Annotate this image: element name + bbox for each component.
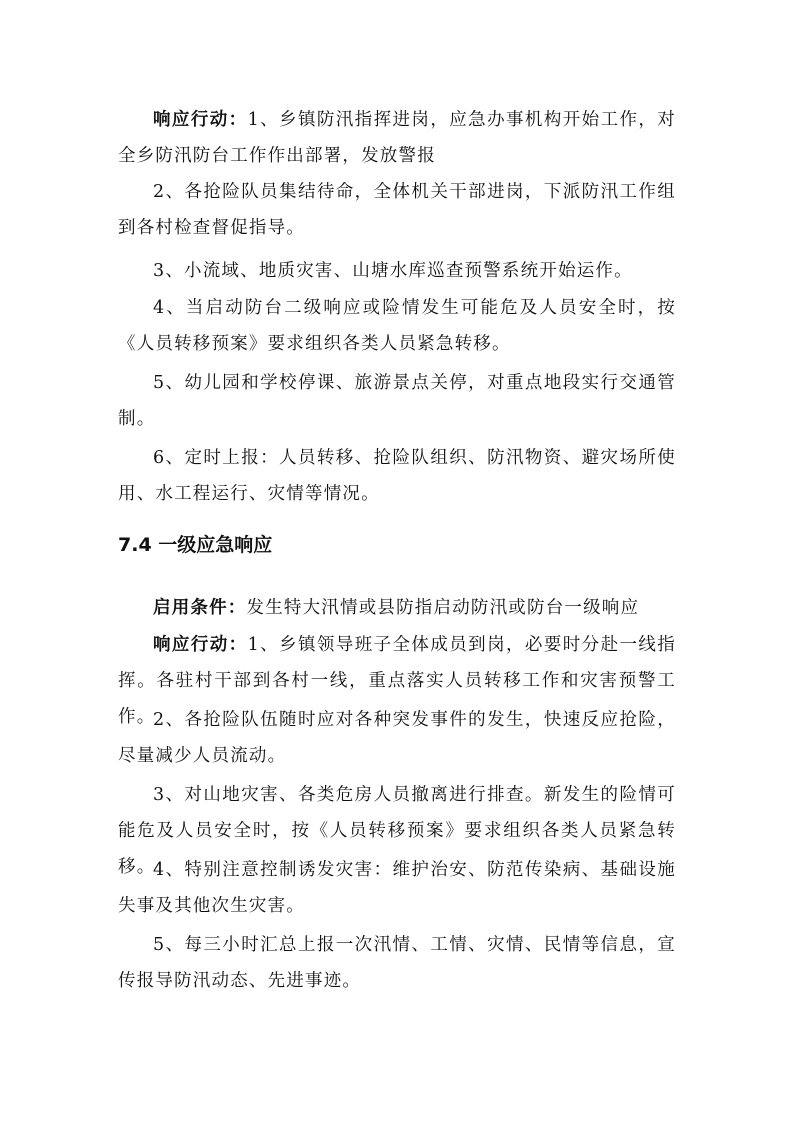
list-item: 2、各抢险队伍随时应对各种突发事件的发生，快速反应抢险，尽量减少人员流动。: [118, 710, 676, 766]
response-action-paragraph-1: [118, 102, 676, 174]
response-action-label: 响应行动：: [153, 635, 248, 655]
list-item: 3、小流域、地质灾害、山塘水库巡查预警系统开始运作。: [153, 261, 633, 281]
response-action-text: 1、乡镇领导班子全体成员到岗，必要时分赴一线指挥。各驻村干部到各村一线，重点落实人员转移工作和灾害预警工作。: [118, 635, 677, 727]
list-item: 3、对山地灾害、各类危房人员撤离进行排查。新发生的险情可能危及人员安全时，按《人员转移预案》要求组织各类人员紧急转移。: [118, 785, 676, 877]
response-action-label: 响应行动：: [153, 110, 248, 130]
list-item: 5、幼儿园和学校停课、旅游景点关停，对重点地段实行交通管制。: [118, 373, 676, 429]
response-action-text: 1、乡镇防汛指挥进岗，应急办事机构开始工作，对全乡防汛防台工作作出部署，发放警报: [118, 110, 677, 166]
section-heading: 7.4 一级应急响应: [118, 534, 273, 556]
start-condition-text: 发生特大汛情或县防指启动防汛或防台一级响应: [246, 598, 640, 618]
start-condition-label: 启用条件：: [153, 598, 247, 618]
list-item: 2、各抢险队员集结待命，全体机关干部进岗，下派防汛工作组到各村检查督促指导。: [118, 182, 676, 238]
list-item: 4、特别注意控制诱发灾害：维护治安、防范传染病、基础设施失事及其他次生灾害。: [118, 860, 676, 916]
list-item: 4、当启动防台二级响应或险情发生可能危及人员安全时，按《人员转移预案》要求组织各类人员紧急转移。: [118, 298, 676, 354]
list-item: 6、定时上报：人员转移、抢险队组织、防汛物资、避灾场所使用、水工程运行、灾情等情况。: [118, 448, 676, 504]
list-item: 5、每三小时汇总上报一次汛情、工情、灾情、民情等信息，宣传报导防汛动态、先进事迹。: [118, 935, 676, 991]
start-condition-paragraph: [118, 590, 676, 626]
